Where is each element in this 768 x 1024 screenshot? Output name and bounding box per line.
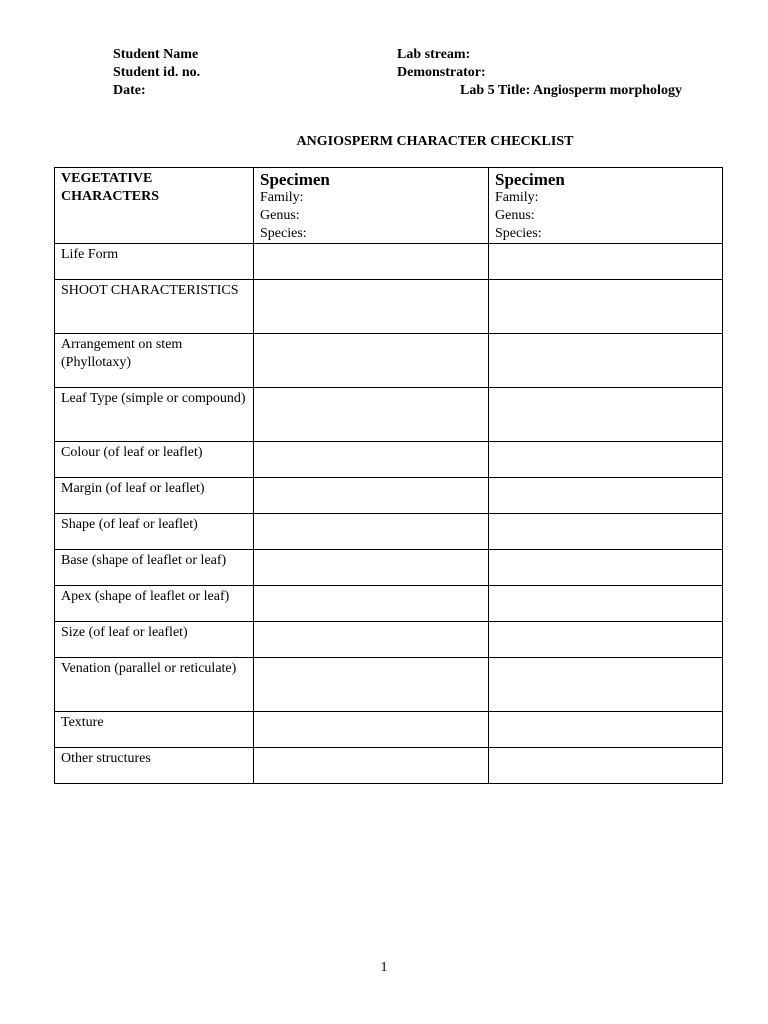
- specimen-1-cell[interactable]: [254, 334, 489, 388]
- specimen-2-cell[interactable]: [489, 622, 723, 658]
- table-row: [55, 514, 723, 550]
- specimen-1-cell[interactable]: [254, 280, 489, 334]
- student-name-label: Student Name: [113, 47, 199, 62]
- specimen-2-cell[interactable]: [489, 748, 723, 784]
- row-label: Leaf Type (simple or compound): [55, 388, 254, 442]
- specimen-1-label: Specimen: [260, 170, 330, 189]
- specimen-2-cell[interactable]: [489, 712, 723, 748]
- table-row: [55, 712, 723, 748]
- specimen-1-cell[interactable]: [254, 658, 489, 712]
- table-row: [55, 244, 723, 280]
- row-label: Margin (of leaf or leaflet): [55, 478, 254, 514]
- specimen-2-header[interactable]: [489, 168, 723, 244]
- specimen-2-cell[interactable]: [489, 658, 723, 712]
- demonstrator-label: Demonstrator:: [397, 65, 486, 80]
- specimen-2-genus: Genus:: [495, 208, 535, 223]
- specimen-1-cell[interactable]: [254, 478, 489, 514]
- page-number: 1: [380, 960, 388, 975]
- table-row: [55, 388, 723, 442]
- date-label: Date:: [113, 83, 146, 98]
- specimen-2-cell[interactable]: [489, 586, 723, 622]
- row-label: Size (of leaf or leaflet): [55, 622, 254, 658]
- student-id-label: Student id. no.: [113, 65, 201, 80]
- specimen-2-species: Species:: [495, 226, 542, 241]
- row-label: Other structures: [55, 748, 254, 784]
- specimen-2-family: Family:: [495, 190, 539, 205]
- specimen-2-cell[interactable]: [489, 442, 723, 478]
- row-label: Colour (of leaf or leaflet): [55, 442, 254, 478]
- table-row: [55, 748, 723, 784]
- lab-stream-label: Lab stream:: [397, 47, 471, 62]
- table-row: [55, 280, 723, 334]
- row-label: SHOOT CHARACTERISTICS: [55, 280, 254, 334]
- specimen-1-species: Species:: [260, 226, 307, 241]
- specimen-1-cell[interactable]: [254, 622, 489, 658]
- specimen-2-cell[interactable]: [489, 550, 723, 586]
- table-row: [55, 658, 723, 712]
- row-label: Life Form: [55, 244, 254, 280]
- specimen-1-family: Family:: [260, 190, 304, 205]
- specimen-1-cell[interactable]: [254, 244, 489, 280]
- row-label: Venation (parallel or reticulate): [55, 658, 254, 712]
- specimen-1-cell[interactable]: [254, 550, 489, 586]
- specimen-1-genus: Genus:: [260, 208, 300, 223]
- student-info-labels: [113, 46, 200, 100]
- row-label: Arrangement on stem (Phyllotaxy): [55, 334, 254, 388]
- specimen-2-cell[interactable]: [489, 244, 723, 280]
- specimen-1-cell[interactable]: [254, 586, 489, 622]
- specimen-2-cell[interactable]: [489, 334, 723, 388]
- specimen-1-header[interactable]: [254, 168, 489, 244]
- table-row: [55, 442, 723, 478]
- table-row: [55, 586, 723, 622]
- vegetative-characters-header: [55, 168, 254, 244]
- row-label: Shape (of leaf or leaflet): [55, 514, 254, 550]
- document-title: ANGIOSPERM CHARACTER CHECKLIST: [296, 134, 574, 149]
- row-label: Base (shape of leaflet or leaf): [55, 550, 254, 586]
- table-row: [55, 478, 723, 514]
- specimen-2-cell[interactable]: [489, 280, 723, 334]
- specimen-1-cell[interactable]: [254, 388, 489, 442]
- specimen-1-cell[interactable]: [254, 442, 489, 478]
- table-header-row: [55, 168, 723, 244]
- specimen-1-cell[interactable]: [254, 712, 489, 748]
- character-checklist-table: [54, 167, 723, 784]
- specimen-1-cell[interactable]: [254, 748, 489, 784]
- lab-title: Lab 5 Title: Angiosperm morphology: [460, 83, 682, 98]
- table-row: [55, 550, 723, 586]
- table-row: [55, 622, 723, 658]
- row-label: Texture: [55, 712, 254, 748]
- lab-info-labels: [397, 46, 486, 82]
- specimen-2-label: Specimen: [495, 170, 565, 189]
- specimen-2-cell[interactable]: [489, 514, 723, 550]
- specimen-2-cell[interactable]: [489, 388, 723, 442]
- table-row: [55, 334, 723, 388]
- header-line-2: CHARACTERS: [61, 189, 160, 204]
- specimen-1-cell[interactable]: [254, 514, 489, 550]
- specimen-2-cell[interactable]: [489, 478, 723, 514]
- header-line-1: VEGETATIVE: [61, 171, 153, 186]
- row-label: Apex (shape of leaflet or leaf): [55, 586, 254, 622]
